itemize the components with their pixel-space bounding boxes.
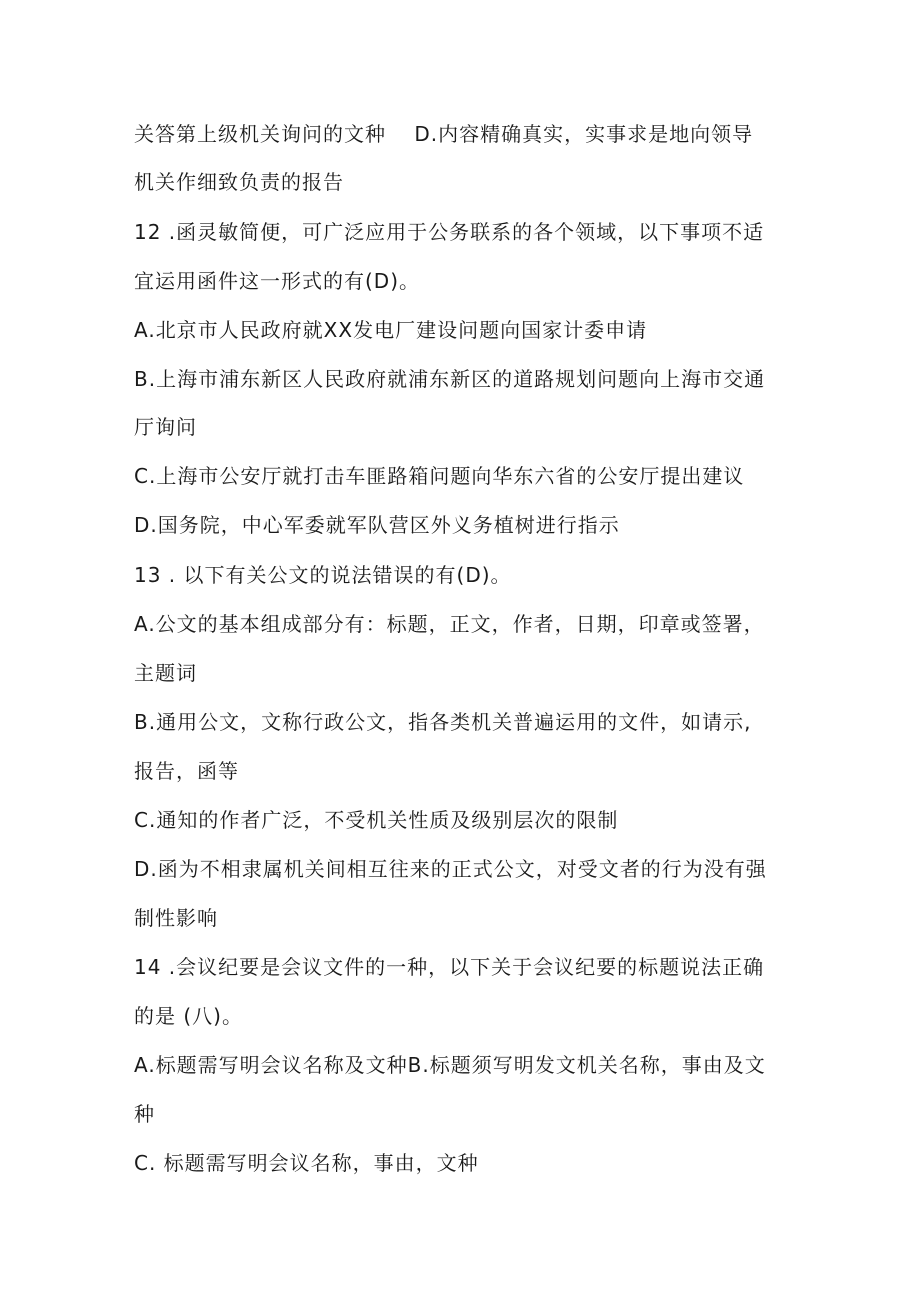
option-c: C. 标题需写明会议名称，事由，文种 bbox=[134, 1151, 479, 1175]
option-d: D.函为不相隶属机关间相互往来的正式公文，对受文者的行为没有强 bbox=[134, 857, 767, 881]
text-line: 制性影响 bbox=[134, 906, 218, 930]
text-line: 种 bbox=[134, 1102, 155, 1126]
text-line: 厅询问 bbox=[134, 415, 197, 439]
text-line: 关答第上级机关询问的文种 D.内容精确真实，实事求是地向领导 bbox=[134, 122, 754, 146]
question-12-stem: 12 .函灵敏简便，可广泛应用于公务联系的各个领域，以下事项不适 bbox=[134, 220, 765, 244]
text-line: 主题词 bbox=[134, 661, 197, 685]
question-13-stem: 13 . 以下有关公文的说法错误的有(D)。 bbox=[134, 563, 512, 587]
option-b: B.通用公文，文称行政公文，指各类机关普遍运用的文件，如请示, bbox=[134, 710, 752, 734]
option-a-b: A.标题需写明会议名称及文种B.标题须写明发文机关名称，事由及文 bbox=[134, 1053, 766, 1077]
option-c: C.通知的作者广泛，不受机关性质及级别层次的限制 bbox=[134, 808, 619, 832]
text-line: 宜运用函件这一形式的有(D)。 bbox=[134, 269, 421, 293]
text-line: 报告，函等 bbox=[134, 759, 239, 783]
option-b: B.上海市浦东新区人民政府就浦东新区的道路规划问题向上海市交通 bbox=[134, 367, 766, 391]
option-c: C.上海市公安厅就打击车匪路箱问题向华东六省的公安厅提出建议 bbox=[134, 464, 745, 488]
question-14-stem: 14 .会议纪要是会议文件的一种，以下关于会议纪要的标题说法正确 bbox=[134, 955, 765, 979]
text-line: 的是 (八)。 bbox=[134, 1004, 243, 1028]
option-a: A.北京市人民政府就XX发电厂建设问题向国家计委申请 bbox=[134, 318, 648, 342]
option-d: D.国务院，中心军委就军队营区外义务植树进行指示 bbox=[134, 513, 620, 537]
option-a: A.公文的基本组成部分有：标题，正文，作者，日期，印章或签署， bbox=[134, 612, 765, 636]
text-line: 机关作细致负责的报告 bbox=[134, 170, 344, 194]
